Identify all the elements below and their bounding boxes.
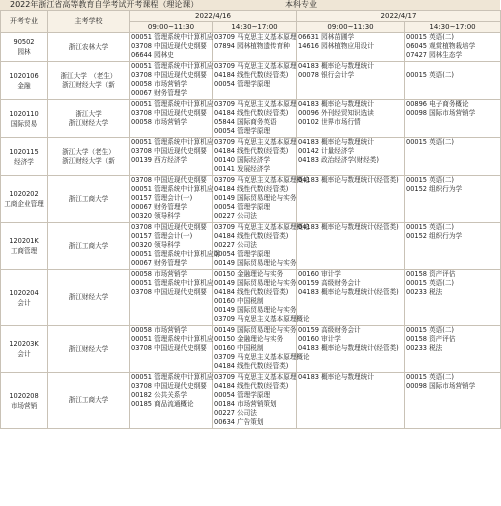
course-entry: 00078 银行会计学 — [298, 71, 355, 79]
course-entry: 06045 观赏植物栽培学 — [406, 42, 476, 50]
course-entry: 00185 商品流通概论 — [131, 400, 194, 408]
course-entry: 00058 市场营销学 — [131, 118, 188, 126]
course-entry: 04183 概率论与数理统计(经管类) — [298, 176, 399, 184]
course-entry: 00051 管理系统中计算机应 — [131, 138, 214, 146]
course-entry: 00054 管理学原理 — [214, 203, 271, 211]
level-label: 本科专业 — [285, 0, 317, 9]
course-entry: 00015 英语(二) — [406, 279, 454, 287]
school-name: 浙江农林大学 — [68, 42, 109, 51]
major-cell — [1, 326, 48, 373]
course-cell-d1pm — [213, 100, 297, 138]
course-entry: 06631 园林苗圃学 — [298, 33, 355, 41]
course-entry: 03708 中国近现代史纲要 — [131, 109, 207, 117]
course-entry: 00158 资产评估 — [406, 335, 456, 343]
course-entry: 00149 国际贸易理论与实务 — [214, 326, 297, 334]
course-entry: 00054 管理学原理 — [214, 391, 271, 399]
course-entry: 03709 马克思主义基本原理概论 — [214, 223, 310, 231]
course-cell-d1pm — [213, 326, 310, 373]
course-entry: 00150 金融理论与实务 — [214, 270, 284, 278]
course-entry: 00058 市场营销学 — [131, 270, 188, 278]
major-cell — [1, 373, 48, 429]
course-cell-d2pm — [405, 100, 501, 138]
course-entry: 00051 管理系统中计算机应 — [131, 100, 214, 108]
course-entry: 14616 园林植物应用设计 — [298, 42, 374, 50]
course-entry: 04184 线性代数(经管类) — [214, 71, 289, 79]
major-name: 会计 — [17, 350, 31, 358]
course-entry: 03708 中国近现代史纲要 — [131, 42, 207, 50]
course-entry: 00067 财务管理学 — [131, 89, 188, 97]
course-entry: 00159 高级财务会计 — [298, 279, 361, 287]
major-name: 市场营销 — [10, 401, 38, 410]
course-entry: 00015 英语(二) — [406, 176, 454, 184]
course-cell-d1pm — [213, 138, 297, 176]
major-code: 1020204 — [9, 288, 39, 297]
school-name: 浙江大学（老生） — [62, 147, 115, 156]
course-entry: 00184 市场营销策划 — [214, 400, 277, 408]
course-cell-d1am — [130, 223, 221, 270]
header-date2-pm: 14:30~17:00 — [405, 22, 501, 33]
course-entry: 00634 广告策划 — [214, 418, 264, 426]
course-cell-d1am — [130, 62, 213, 100]
course-cell-d2am — [297, 326, 405, 373]
title-bar — [0, 0, 500, 10]
school-name: 浙江工商大学 — [68, 194, 109, 203]
header-date2-am: 09:00~11:30 — [297, 22, 405, 33]
course-cell-d2am — [297, 33, 405, 62]
course-cell-d2am — [297, 223, 405, 270]
course-entry: 00159 高级财务会计 — [298, 326, 361, 334]
school-cell — [48, 270, 130, 326]
course-entry: 04184 线性代数(经管类) — [214, 288, 289, 296]
major-code: 1020106 — [9, 71, 39, 80]
major-name: 园林 — [17, 48, 31, 56]
major-name: 会计 — [17, 298, 31, 307]
major-cell — [1, 62, 48, 100]
header-school: 主考学校 — [48, 11, 130, 33]
course-cell-d1am — [130, 373, 213, 429]
course-entry — [406, 62, 499, 71]
course-entry: 04183 概率论与数理统计 — [298, 62, 374, 70]
page-title: 2022年浙江省高等教育自学考试开考课程（理论课） — [10, 0, 199, 9]
course-entry: 00227 公司法 — [214, 241, 257, 249]
course-cell-d2pm — [405, 138, 501, 176]
major-code: 1020208 — [9, 391, 39, 400]
course-entry: 00896 电子商务概论 — [406, 100, 469, 108]
school-name: 浙江大学 （老生） — [60, 71, 117, 80]
course-entry: 00058 市场营销学 — [131, 326, 188, 334]
course-entry: 07427 园林生态学 — [406, 51, 463, 59]
course-entry: 00054 管理学原理 — [214, 127, 271, 135]
course-entry: 00067 财务管理学 — [131, 259, 188, 267]
school-cell — [48, 62, 130, 100]
course-cell-d1am — [130, 326, 213, 373]
course-entry: 04184 线性代数(经管类) — [214, 382, 289, 390]
table-row — [1, 223, 501, 270]
course-entry: 04184 线性代数(经管类) — [214, 109, 289, 117]
table-row — [1, 373, 501, 429]
course-entry: 00160 审计学 — [298, 335, 341, 343]
course-entry: 04184 线性代数(经管类) — [214, 185, 289, 193]
course-entry: 00233 税法 — [406, 344, 443, 352]
course-entry: 00182 公共关系学 — [131, 391, 188, 399]
course-cell-d2pm — [405, 326, 501, 373]
course-entry: 00233 税法 — [406, 288, 443, 296]
course-entry: 00157 管理会计(一) — [131, 194, 193, 202]
course-entry: 00015 英语(二) — [406, 71, 454, 79]
course-entry: 00160 审计学 — [298, 270, 341, 278]
table-row — [1, 176, 501, 223]
major-cell — [1, 223, 48, 270]
course-entry: 04183 概率论与数理统计(经管类) — [298, 288, 399, 296]
school-cell — [48, 326, 130, 373]
course-entry: 00051 管理系统中计算机应 — [131, 279, 214, 287]
course-entry: 03708 中国近现代史纲要 — [131, 147, 207, 155]
schedule-table — [0, 10, 501, 429]
course-entry: 03709 马克思主义基本原理 — [214, 33, 297, 41]
course-cell-d1pm — [213, 270, 310, 326]
course-entry: 00051 管理系统中计算机应 — [131, 62, 214, 70]
course-cell-d2am — [297, 176, 405, 223]
course-cell-d1am — [130, 176, 213, 223]
course-entry: 00227 公司法 — [214, 212, 257, 220]
school-cell — [48, 138, 130, 176]
course-entry: 00149 国际贸易理论与实务 — [214, 279, 297, 287]
course-entry: 05844 国际商务英语 — [214, 118, 277, 126]
course-entry: 03708 中国近现代史纲要 — [131, 382, 207, 390]
course-entry: 04183 概率论与数理统计 — [298, 373, 374, 381]
course-cell-d1am — [130, 33, 213, 62]
course-entry: 04184 线性代数(经管类) — [214, 147, 289, 155]
header-major: 开考专业 — [1, 11, 48, 33]
school-name: 浙江财经大学 — [68, 118, 109, 127]
major-code: 1020110 — [9, 109, 39, 118]
table-row — [1, 138, 501, 176]
school-cell — [48, 33, 130, 62]
major-name: 国际贸易 — [10, 119, 38, 128]
course-entry: 03708 中国近现代史纲要 — [131, 71, 207, 79]
course-entry: 00015 英语(二) — [406, 373, 454, 381]
course-entry: 00140 国际经济学 — [214, 156, 271, 164]
course-entry: 00058 市场营销学 — [131, 80, 188, 88]
course-entry: 00320 领导科学 — [131, 212, 181, 220]
table-row — [1, 100, 501, 138]
course-entry: 00152 组织行为学 — [406, 185, 463, 193]
major-cell — [1, 33, 48, 62]
course-cell-d1pm — [213, 223, 310, 270]
course-entry: 00051 管理系统中计算机应 — [131, 335, 214, 343]
major-cell — [1, 100, 48, 138]
course-entry: 04183 概率论与数理统计(经管类) — [298, 344, 399, 352]
course-entry: 04183 概率论与数理统计 — [298, 138, 374, 146]
table-row — [1, 270, 501, 326]
school-name: 浙江财经大学 — [68, 293, 109, 301]
header-date-2: 2022/4/17 — [297, 11, 501, 22]
major-name: 金融 — [17, 81, 31, 90]
course-entry: 00015 英语(二) — [406, 33, 454, 41]
course-cell-d2pm — [405, 270, 501, 326]
major-cell — [1, 176, 48, 223]
major-cell — [1, 138, 48, 176]
course-entry: 04184 线性代数(经管类) — [214, 232, 289, 240]
header-date1-pm: 14:30~17:00 — [213, 22, 297, 33]
course-cell-d2pm — [405, 176, 501, 223]
course-cell-d1pm — [213, 373, 297, 429]
course-entry: 00102 世界市场行情 — [298, 118, 361, 126]
table-row — [1, 326, 501, 373]
course-entry: 06644 园林史 — [131, 51, 174, 59]
course-entry: 00098 国际市场营销学 — [406, 109, 476, 117]
major-code: 1020115 — [9, 147, 39, 156]
major-code: 90502 — [13, 38, 35, 46]
course-entry: 07894 园林植物遗传育种 — [214, 42, 290, 50]
course-entry: 00158 资产评估 — [406, 270, 456, 278]
course-entry: 00227 公司法 — [214, 409, 257, 417]
school-name: 浙江财经大学 — [68, 344, 109, 353]
course-cell-d2pm — [405, 373, 501, 429]
major-name: 经济学 — [14, 157, 34, 166]
table-row — [1, 62, 501, 100]
course-cell-d1am — [130, 270, 213, 326]
course-entry: 00051 管理系统中计算机应 — [131, 373, 214, 381]
course-entry: 03709 马克思主义基本原理概论 — [214, 353, 310, 361]
school-name: 浙江大学 — [75, 109, 102, 118]
course-entry: 00160 中国税制 — [214, 344, 264, 352]
course-entry: 00150 金融理论与实务 — [214, 335, 284, 343]
course-entry: 00152 组织行为学 — [406, 232, 463, 240]
major-cell — [1, 270, 48, 326]
course-entry: 03708 中国近现代史纲要 — [131, 223, 207, 231]
course-entry: 00054 管理学原理 — [214, 80, 271, 88]
course-entry: 00096 外刊经贸知识选读 — [298, 109, 374, 117]
course-entry: 00015 英语(二) — [406, 223, 454, 231]
course-entry: 04183 概率论与数理统计(经管类) — [298, 223, 399, 231]
course-entry: 00067 财务管理学 — [131, 203, 188, 211]
course-cell-d2pm — [405, 223, 501, 270]
course-cell-d1am — [130, 100, 213, 138]
course-entry: 04183 概率论与数理统计 — [298, 100, 374, 108]
school-cell — [48, 100, 130, 138]
course-entry: 00157 管理会计(一) — [131, 232, 193, 240]
major-code: 120203K — [9, 340, 39, 348]
course-entry: 00141 发展经济学 — [214, 165, 271, 173]
table-row — [1, 33, 501, 62]
course-cell-d2pm — [405, 33, 501, 62]
header-date-1: 2022/4/16 — [130, 11, 297, 22]
course-entry: 00142 计量经济学 — [298, 147, 355, 155]
school-name: 浙江财经大学（新 — [62, 156, 115, 165]
course-cell-d1pm — [213, 62, 297, 100]
course-entry: 00320 领导科学 — [131, 241, 181, 249]
course-entry: 00015 英语(二) — [406, 326, 454, 334]
course-cell-d2am — [297, 138, 405, 176]
course-entry: 03709 马克思主义基本原理概论 — [214, 315, 310, 323]
school-cell — [48, 373, 130, 429]
course-entry: 00160 中国税制 — [214, 297, 264, 305]
course-entry: 00051 管理系统中计算机应 — [131, 185, 214, 193]
school-name: 浙江工商大学 — [68, 396, 109, 404]
course-entry: 04183 政治经济学(财经类) — [298, 156, 379, 164]
major-name: 工商企业管理 — [4, 200, 44, 208]
course-entry: 00051 管理系统中计算机应 — [131, 33, 214, 41]
course-cell-d2am — [297, 100, 405, 138]
major-name: 工商管理 — [10, 247, 38, 255]
major-code: 1020202 — [9, 190, 39, 198]
course-entry: 03709 马克思主义基本原理 — [214, 100, 297, 108]
course-entry: 00098 国际市场营销学 — [406, 382, 476, 390]
course-entry: 03709 马克思主义基本原理 — [214, 62, 297, 70]
course-entry: 00149 国际贸易理论与实务 — [214, 194, 297, 202]
course-cell-d2am — [297, 373, 405, 429]
course-cell-d1am — [130, 138, 213, 176]
course-cell-d2pm — [405, 62, 501, 100]
school-name: 浙江财经大学（新 — [62, 80, 115, 89]
course-cell-d2am — [297, 270, 405, 326]
course-entry: 03708 中国近现代史纲要 — [131, 176, 207, 184]
major-code: 120201K — [9, 237, 39, 245]
course-entry: 00139 西方经济学 — [131, 156, 188, 164]
course-cell-d2am — [297, 62, 405, 100]
course-entry: 00149 国际贸易理论与实务 — [214, 259, 297, 267]
course-entry: 04184 线性代数(经管类) — [214, 362, 289, 370]
course-cell-d1pm — [213, 33, 297, 62]
course-entry: 03709 马克思主义基本原理 — [214, 138, 297, 146]
course-entry: 03709 马克思主义基本原理 — [214, 373, 297, 381]
header-date1-am: 09:00~11:30 — [130, 22, 213, 33]
school-name: 浙江工商大学 — [68, 241, 109, 250]
course-cell-d1pm — [213, 176, 310, 223]
course-entry: 00051 管理系统中计算机应用 — [131, 250, 221, 258]
course-entry: 00015 英语(二) — [406, 138, 454, 146]
school-cell — [48, 176, 130, 223]
school-cell — [48, 223, 130, 270]
course-entry: 03708 中国近现代史纲要 — [131, 344, 207, 352]
course-entry: 00149 国际贸易理论与实务 — [214, 306, 297, 314]
course-entry: 03708 中国近现代史纲要 — [131, 288, 207, 296]
course-entry: 03709 马克思主义基本原理概论 — [214, 176, 310, 184]
course-entry: 00054 管理学原理 — [214, 250, 271, 258]
